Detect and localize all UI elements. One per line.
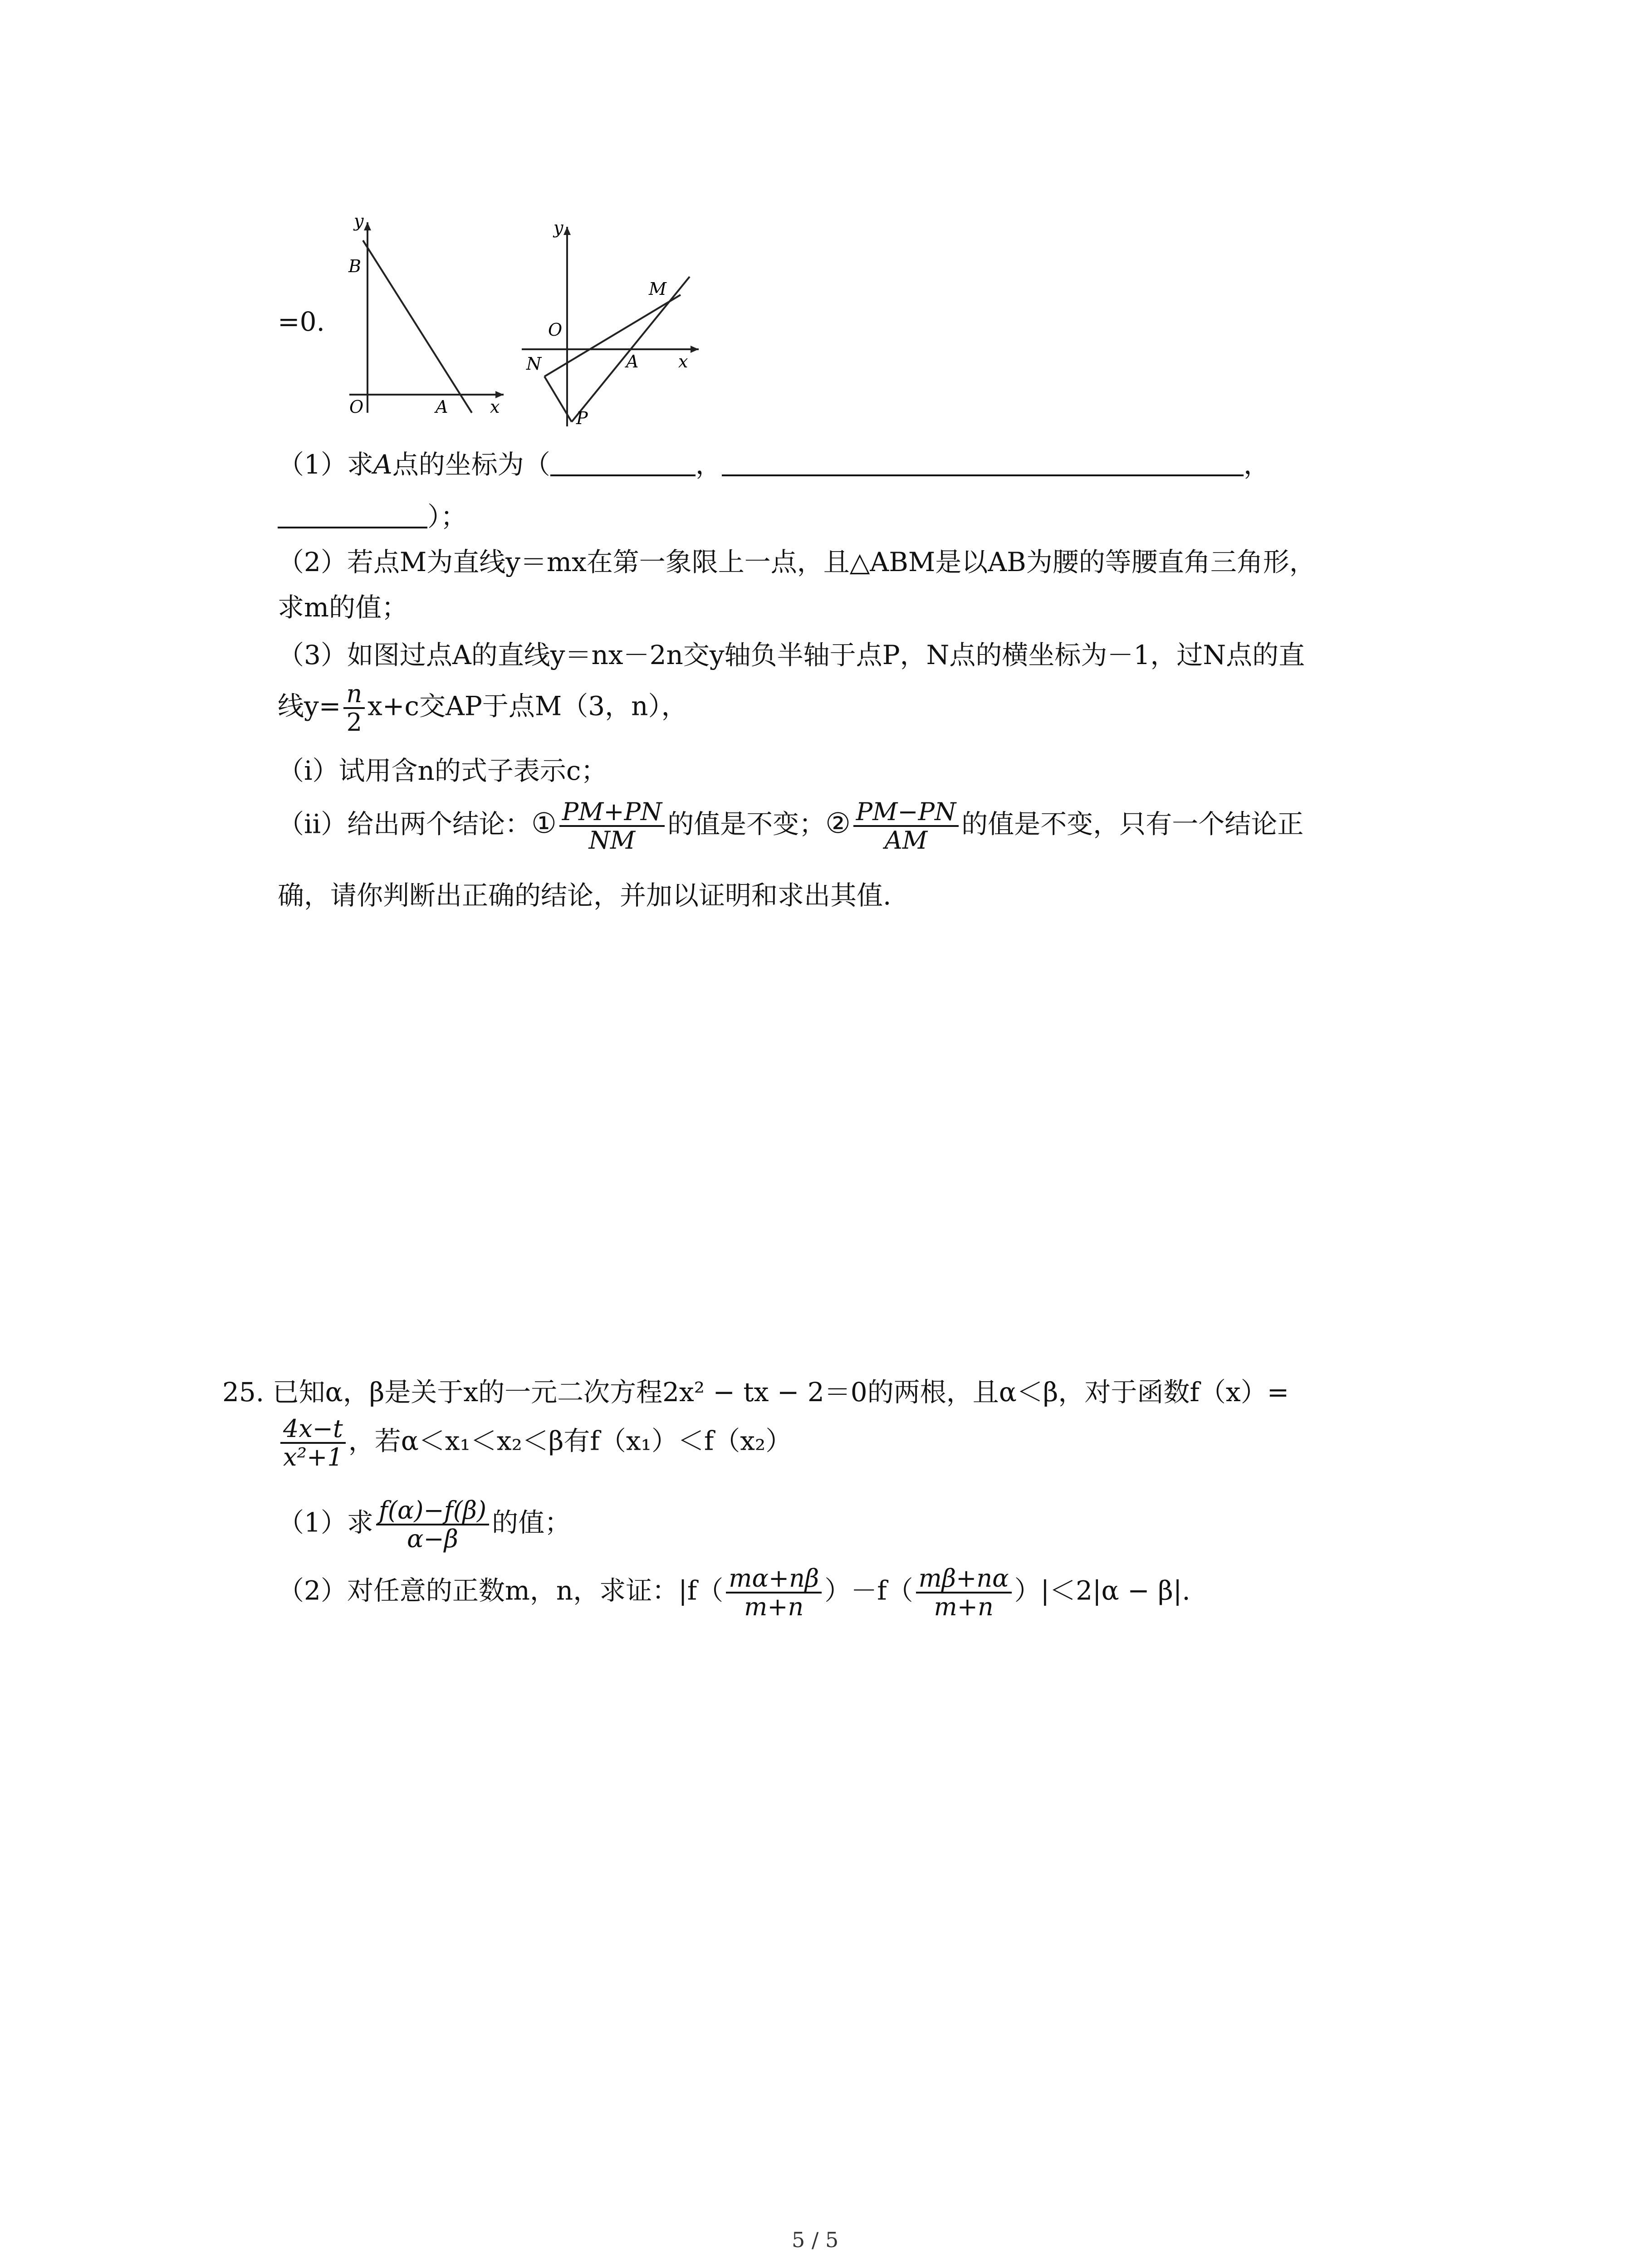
fig2-x-label: x (678, 352, 688, 371)
q25-part2: （2）对任意的正数m，n，求证：|f（ $\frac{m\alpha+n\beta}{m+n}$ ）－f（ $\frac{m\beta+n\alpha}{m+n}$ ）|＜2|α − β|. (278, 1564, 1190, 1622)
fig2-A-label: A (626, 352, 639, 371)
fig2-N-label: N (526, 354, 542, 374)
fig2-y-label: y (554, 218, 563, 238)
answer-blank-1[interactable] (550, 452, 696, 476)
fig1-O-label: O (349, 397, 364, 417)
figure-2 (517, 213, 708, 431)
fraction-4x-minus-t: $\frac{4x-t}{\text{x²+1}}$ (280, 1415, 346, 1471)
fraction-n-over-2: $\frac{n}{2}$ (343, 680, 365, 736)
q24-part3-ii-line1: （ii）给出两个结论：① $\frac{PM+PN}{NM}$ 的值是不变；② $\frac{PM-PN}{AM}$ 的值是不变，只有一个结论正 (278, 797, 1304, 855)
q25-line2: $\frac{4x-t}{\text{x²+1}}$ ，若α＜x₁＜x₂＜β有f（x₁）＜f（x₂） (278, 1415, 792, 1471)
q24-part2-line2: 求m的值； (278, 592, 408, 623)
fraction-f-alpha-minus-f-beta: $\frac{f(\alpha)-f(\beta)}{\alpha-\beta}$ (376, 1497, 489, 1553)
fig1-A-label: A (436, 397, 448, 417)
fig1-y-label: y (354, 213, 364, 231)
fraction-pm-plus-pn: $\frac{PM+PN}{NM}$ (559, 798, 665, 854)
q24-part2-line1: （2）若点M为直线y＝mx在第一象限上一点，且△ABM是以AB为腰的等腰直角三角形， (278, 547, 1316, 577)
q24-part3-ii-line2: 确，请你判断出正确的结论，并加以证明和求出其值. (278, 880, 892, 911)
fig1-B-label: B (348, 256, 361, 276)
q24-part1-line1: （1）求A点的坐标为（ ， ， (278, 449, 1270, 480)
fraction-m-beta-plus-n-alpha: $\frac{m\beta+n\alpha}{m+n}$ (916, 1565, 1012, 1621)
answer-blank-2[interactable] (722, 452, 1244, 476)
fraction-pm-minus-pn: $\frac{PM-PN}{AM}$ (853, 798, 959, 854)
fig2-P-label: P (576, 408, 588, 428)
q24-tail: =0. (278, 306, 325, 337)
fraction-m-alpha-plus-n-beta: $\frac{m\alpha+n\beta}{m+n}$ (726, 1565, 822, 1621)
fig1-x-label: x (490, 397, 500, 417)
q24-part3-line1: （3）如图过点A的直线y＝nx－2n交y轴负半轴于点P，N点的横坐标为－1，过N点的直 (278, 640, 1305, 670)
q24-part3-line2: 线y= $\frac{n}{2}$ x+c交AP于点M（3，n）， (278, 679, 688, 737)
q24-part1-line2: ）； (278, 503, 467, 530)
answer-blank-3[interactable] (278, 504, 427, 528)
fig2-O-label: O (548, 320, 563, 340)
fig2-M-label: M (649, 279, 666, 299)
figure-1 (336, 213, 513, 417)
q25-line1: 25. 已知α，β是关于x的一元二次方程2x² − tx − 2＝0的两根，且α＜β，对于函数f（x）= (222, 1377, 1289, 1408)
page-number: 5 / 5 (792, 2228, 839, 2252)
q25-part1: （1）求 $\frac{f(\alpha)-f(\beta)}{\alpha-\beta}$ 的值； (278, 1496, 571, 1554)
q24-part3-i: （i）试用含n的式子表示c； (278, 755, 607, 786)
